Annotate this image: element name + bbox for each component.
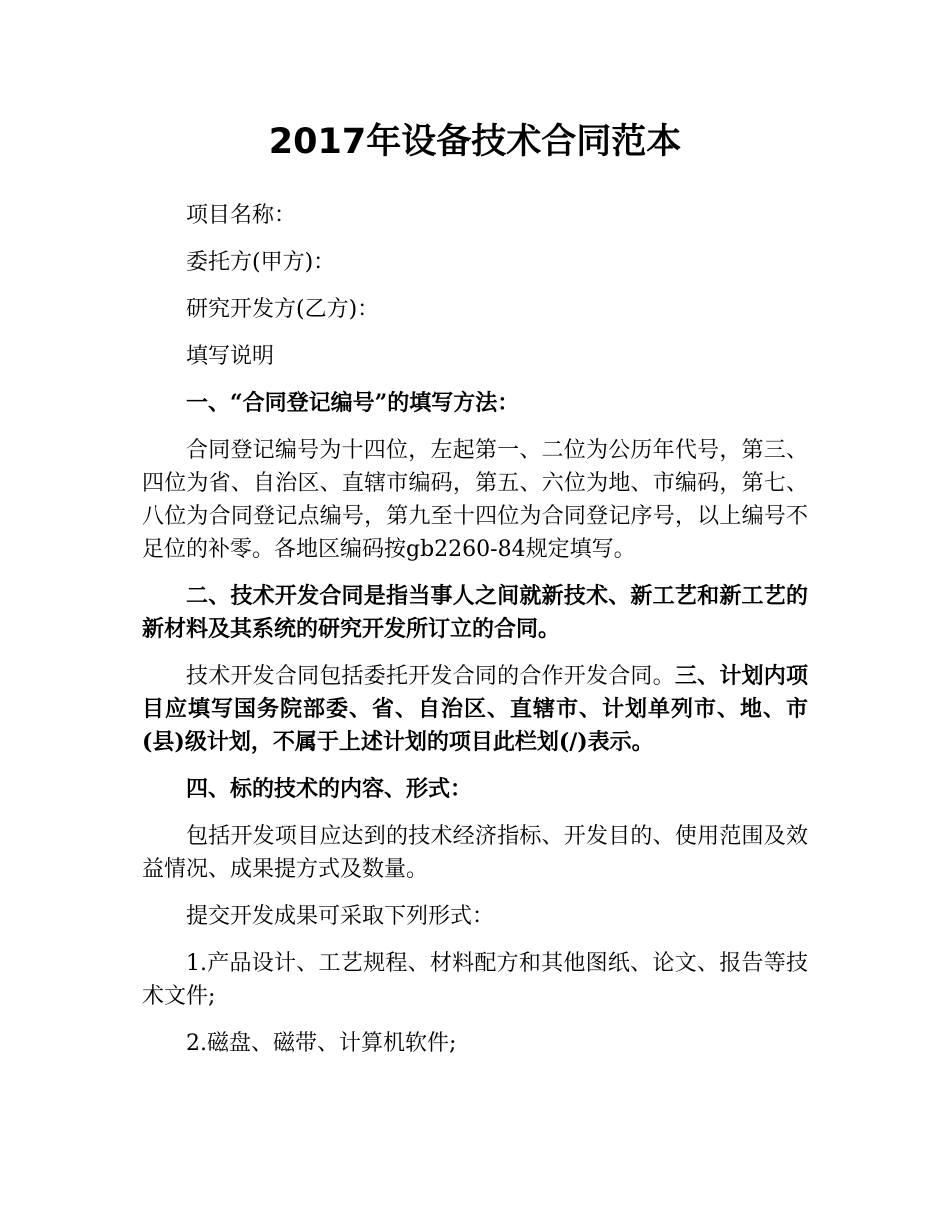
paragraph <box>142 947 808 1013</box>
text-segment: 2.磁盘、磁带、计算机软件; <box>186 1031 457 1056</box>
text-segment: 委托方(甲方)： <box>186 250 336 275</box>
text-segment: 填写说明 <box>186 344 275 369</box>
bold-text-segment: 四、标的技术的内容、形式： <box>186 776 473 802</box>
paragraph <box>142 293 808 326</box>
paragraph <box>142 773 808 806</box>
text-segment: 合同登记编号为十四位，左起第一、二位为公历年代号，第三、四位为省、自治区、直辖市编码，第五、六位为地、市编码，第七、八位为合同登记点编号，第九至十四位为合同登记序号，以上编号不足位的补零。各地区编码按gb2260-84规定填写。 <box>142 438 808 562</box>
paragraph <box>142 199 808 232</box>
text-segment: 1.产品设计、工艺规程、材料配方和其他图纸、论文、报告等技术文件; <box>142 951 808 1009</box>
paragraph <box>142 660 808 759</box>
paragraph <box>142 340 808 373</box>
document-body <box>142 199 808 1074</box>
bold-text-segment: 一、“合同登记编号”的填写方法： <box>186 390 520 416</box>
text-segment: 包括开发项目应达到的技术经济指标、开发目的、使用范围及效益情况、成果提方式及数量。 <box>142 824 808 882</box>
paragraph <box>142 820 808 886</box>
paragraph <box>142 434 808 566</box>
paragraph <box>142 900 808 933</box>
text-segment: 项目名称： <box>186 203 297 228</box>
paragraph <box>142 1027 808 1060</box>
text-segment: 提交开发成果可采取下列形式： <box>186 904 495 929</box>
text-segment: 技术开发合同包括委托开发合同的合作开发合同。 <box>186 664 675 689</box>
document-title: 2017年设备技术合同范本 <box>268 122 682 162</box>
paragraph <box>142 246 808 279</box>
text-segment: 研究开发方(乙方)： <box>186 297 380 322</box>
bold-text-segment: 二、技术开发合同是指当事人之间就新技术、新工艺和新工艺的新材料及其系统的研究开发所订立的合同。 <box>142 583 808 642</box>
bold-text-segment: 三、计划内项目应填写国务院部委、省、自治区、直辖市、计划单列市、地、市(县)级计划，不属于上述计划的项目此栏划(/)表示。 <box>142 663 808 755</box>
paragraph <box>142 387 808 420</box>
paragraph <box>142 580 808 646</box>
